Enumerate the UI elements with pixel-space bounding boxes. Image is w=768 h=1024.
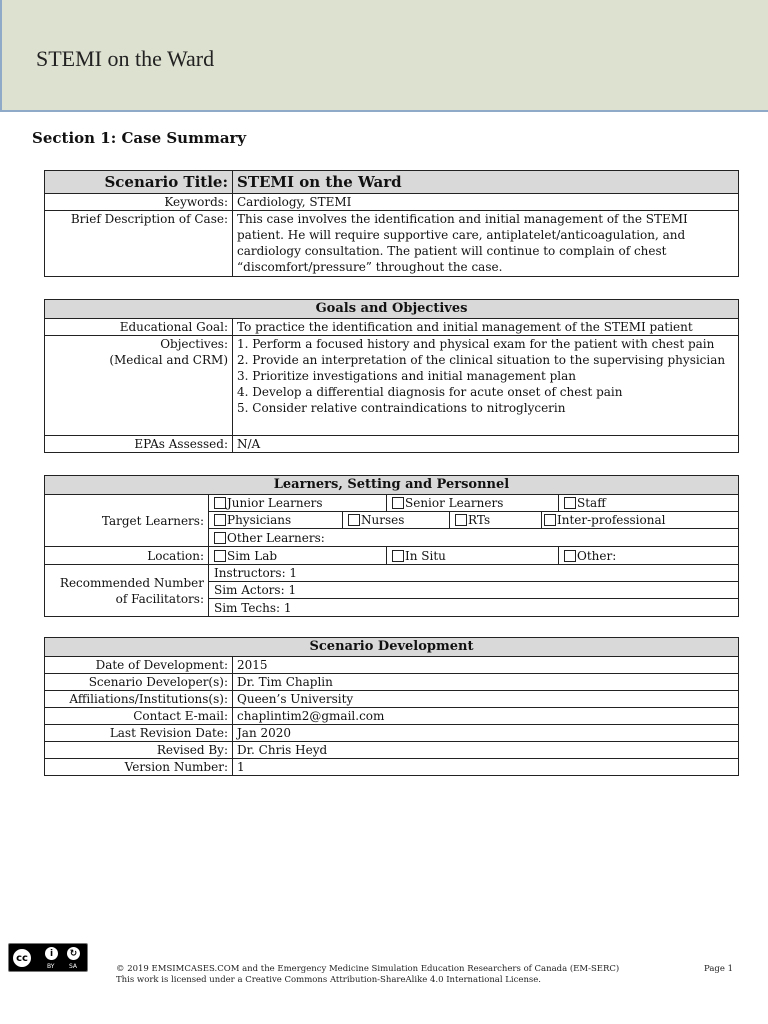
table-row (45, 657, 739, 674)
objectives-list (233, 336, 739, 436)
checkbox-icon (214, 550, 226, 562)
row-label: Scenario Developer(s): (45, 674, 233, 691)
facilitators-row (45, 565, 739, 617)
physicians-checkbox[interactable]: Physicians (214, 512, 291, 528)
target-learners-label: Target Learners: (45, 495, 209, 547)
table-row (45, 742, 739, 759)
table-row (45, 708, 739, 725)
in-situ-checkbox[interactable]: In Situ (392, 548, 446, 564)
objective-item: 3. Prioritize investigations and initial management plan (237, 369, 576, 383)
objectives-sublabel: (Medical and CRM) (109, 353, 228, 367)
row-label: Date of Development: (45, 657, 233, 674)
development-table (44, 637, 739, 776)
objective-item: 5. Consider relative contraindications to nitroglycerin (237, 401, 566, 415)
other-location-checkbox[interactable]: Other: (564, 548, 616, 564)
keywords-row (45, 194, 739, 211)
sim-lab-checkbox[interactable]: Sim Lab (214, 548, 277, 564)
case-summary-table (44, 170, 739, 277)
scenario-title-row (45, 171, 739, 194)
junior-learners-checkbox[interactable]: Junior Learners (214, 495, 323, 511)
table-row (45, 725, 739, 742)
row-value: Queen’s University (233, 691, 739, 708)
checkbox-icon (214, 532, 226, 544)
checkbox-icon (544, 514, 556, 526)
share-alike-icon: ↻ (65, 945, 82, 962)
page-number: Page 1 (704, 964, 733, 974)
copyright-line: © 2019 EMSIMCASES.COM and the Emergency Medicine Simulation Education Researchers of Canada (EM-SERC) (116, 964, 620, 974)
row-label: Contact E-mail: (45, 708, 233, 725)
cc-icon: cc (11, 947, 33, 969)
nurses-checkbox[interactable]: Nurses (348, 512, 404, 528)
sim-techs-count: Sim Techs: 1 (214, 600, 292, 615)
row-label: Version Number: (45, 759, 233, 776)
instructors-count: Instructors: 1 (214, 566, 298, 580)
objectives-label: Objectives: (160, 337, 228, 351)
checkbox-icon (564, 550, 576, 562)
section-heading: Section 1: Case Summary (32, 129, 247, 147)
inter-professional-checkbox[interactable]: Inter-professional (544, 512, 665, 528)
row-label: Revised By: (45, 742, 233, 759)
header-banner (0, 0, 768, 112)
objective-item: 2. Provide an interpretation of the clinical situation to the supervising physician (237, 353, 726, 367)
document-title: STEMI on the Ward (36, 46, 215, 71)
license-line: This work is licensed under a Creative Commons Attribution-ShareAlike 4.0 International License. (116, 975, 542, 985)
row-value: 1 (233, 759, 739, 776)
license-footer (116, 964, 619, 986)
creative-commons-logo[interactable]: cc i ↻ BY SA (8, 943, 88, 972)
scenario-title-label: Scenario Title: (45, 171, 233, 194)
table-row (45, 691, 739, 708)
other-learners-checkbox[interactable]: Other Learners: (214, 530, 325, 546)
sim-actors-count: Sim Actors: 1 (214, 583, 297, 597)
learners-table (44, 475, 739, 617)
row-label: Affiliations/Institutions(s): (45, 691, 233, 708)
goals-heading: Goals and Objectives (45, 300, 739, 319)
objectives-row (45, 336, 739, 436)
facilitators-label: Recommended Number of Facilitators: (45, 565, 209, 617)
checkbox-icon (392, 497, 404, 509)
row-value: 2015 (233, 657, 739, 674)
educational-goal-row (45, 319, 739, 336)
description-value: This case involves the identification and initial management of the STEMI patient. He will require supportive care, antiplatelet/anticoagulation, and cardiology consultation. The patient will continue to complain of chest “discomfort/pressure” throughout the case. (233, 211, 739, 277)
description-row (45, 211, 739, 277)
row-value: Jan 2020 (233, 725, 739, 742)
senior-learners-checkbox[interactable]: Senior Learners (392, 495, 503, 511)
checkbox-icon (392, 550, 404, 562)
objective-item: 4. Develop a differential diagnosis for acute onset of chest pain (237, 385, 623, 399)
keywords-label: Keywords: (45, 194, 233, 211)
development-heading: Scenario Development (45, 638, 739, 657)
checkbox-icon (214, 514, 226, 526)
table-row (45, 759, 739, 776)
epas-label: EPAs Assessed: (45, 436, 233, 453)
learners-heading: Learners, Setting and Personnel (45, 476, 739, 495)
checkbox-icon (455, 514, 467, 526)
row-label: Last Revision Date: (45, 725, 233, 742)
educational-goal-value: To practice the identification and initial management of the STEMI patient (233, 319, 739, 336)
objective-item: 1. Perform a focused history and physical exam for the patient with chest pain (237, 337, 715, 351)
rts-checkbox[interactable]: RTs (455, 512, 490, 528)
target-learners-row (45, 495, 739, 547)
location-row (45, 547, 739, 565)
keywords-value: Cardiology, STEMI (233, 194, 739, 211)
description-label: Brief Description of Case: (45, 211, 233, 277)
checkbox-icon (214, 497, 226, 509)
location-label: Location: (45, 547, 209, 565)
checkbox-icon (348, 514, 360, 526)
educational-goal-label: Educational Goal: (45, 319, 233, 336)
epas-row (45, 436, 739, 453)
row-value: Dr. Chris Heyd (233, 742, 739, 759)
staff-checkbox[interactable]: Staff (564, 495, 606, 511)
scenario-title-value: STEMI on the Ward (233, 171, 739, 194)
table-row (45, 674, 739, 691)
attribution-icon: i (43, 945, 60, 962)
row-value: Dr. Tim Chaplin (233, 674, 739, 691)
contact-email: chaplintim2@gmail.com (233, 708, 739, 725)
checkbox-icon (564, 497, 576, 509)
epas-value: N/A (233, 436, 739, 453)
goals-table (44, 299, 739, 453)
